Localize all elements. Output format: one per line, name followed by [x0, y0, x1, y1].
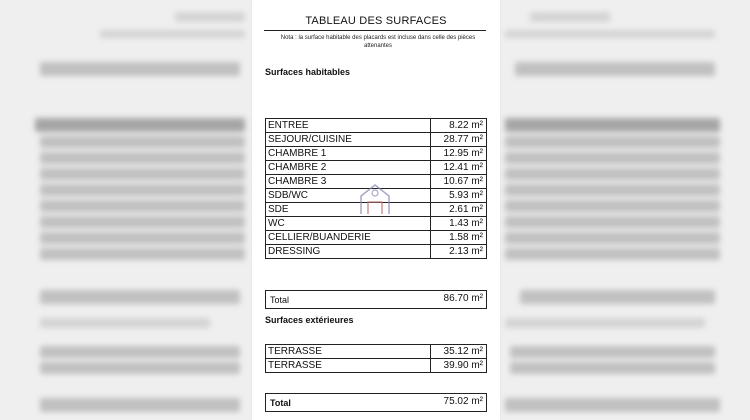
table-row [266, 359, 487, 373]
table-row [266, 217, 487, 231]
room-area: 1.43 m² [431, 217, 487, 231]
room-area: 12.41 m² [431, 161, 487, 175]
room-area: 2.61 m² [431, 203, 487, 217]
room-label: WC [266, 217, 431, 231]
room-area: 2.13 m² [431, 245, 487, 259]
total-label: Total [270, 398, 291, 408]
table-row [266, 133, 487, 147]
table-row [266, 245, 487, 259]
room-area: 10.67 m² [431, 175, 487, 189]
exterior-label: TERRASSE [266, 345, 431, 359]
house-logo-icon [351, 180, 399, 216]
room-area: 8.22 m² [431, 119, 487, 133]
room-label: SDB/WC [266, 189, 431, 203]
room-label: SEJOUR/CUISINE [266, 133, 431, 147]
exterieures-table [265, 344, 487, 373]
room-label: DRESSING [266, 245, 431, 259]
room-label: ENTREE [266, 119, 431, 133]
note-text: Nota : la surface habitable des placards est incluse dans celle des pièces attenantes [280, 35, 476, 49]
exterior-area: 35.12 m² [431, 345, 487, 359]
exterieures-heading: Surfaces extérieures [265, 315, 354, 325]
total-label: Total [270, 295, 290, 305]
total-value: 86.70 m² [443, 293, 483, 304]
room-area: 1.58 m² [431, 231, 487, 245]
room-area: 12.95 m² [431, 147, 487, 161]
total-value: 75.02 m² [443, 396, 483, 407]
page-title: TABLEAU DES SURFACES [305, 15, 447, 27]
table-row [266, 147, 487, 161]
table-row [266, 231, 487, 245]
room-area: 5.93 m² [431, 189, 487, 203]
exterieures-total [265, 393, 487, 412]
exterior-area: 39.90 m² [431, 359, 487, 373]
room-label: CHAMBRE 3 [266, 175, 431, 189]
room-label: CHAMBRE 2 [266, 161, 431, 175]
room-label: SDE [266, 203, 431, 217]
habitable-total [265, 290, 487, 309]
habitable-heading: Surfaces habitables [265, 67, 351, 77]
watermark [340, 180, 410, 216]
exterior-label: TERRASSE [266, 359, 431, 373]
document-page [252, 0, 500, 420]
title-divider [264, 30, 486, 31]
room-area: 28.77 m² [431, 133, 487, 147]
table-row [266, 119, 487, 133]
room-label: CHAMBRE 1 [266, 147, 431, 161]
table-row [266, 345, 487, 359]
room-label: CELLIER/BUANDERIE [266, 231, 431, 245]
table-row [266, 161, 487, 175]
